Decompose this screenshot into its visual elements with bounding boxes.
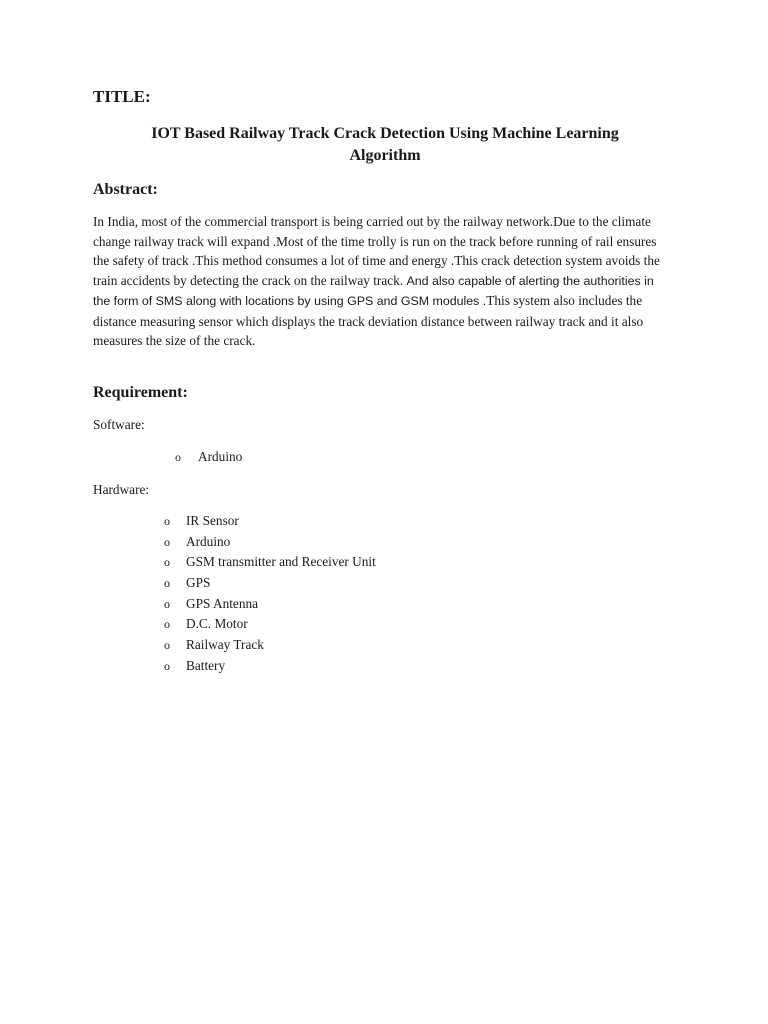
bullet-icon: o xyxy=(164,596,170,611)
hardware-item-label: Battery xyxy=(186,657,226,673)
hardware-item-label: GSM transmitter and Receiver Unit xyxy=(186,554,376,570)
hardware-item-label: Arduino xyxy=(186,533,231,549)
document-title-line-2: Algorithm xyxy=(349,147,421,164)
abstract-paragraph xyxy=(93,212,673,351)
bullet-icon: o xyxy=(164,576,170,591)
bullet-icon: o xyxy=(164,514,170,528)
document-title xyxy=(93,123,677,167)
hardware-item-label: GPS Antenna xyxy=(186,595,259,611)
hardware-label: Hardware: xyxy=(93,482,150,497)
bullet-icon: o xyxy=(164,534,170,549)
hardware-item-label: GPS xyxy=(186,575,211,591)
bullet-icon: o xyxy=(164,638,170,653)
hardware-item-label: D.C. Motor xyxy=(186,616,248,632)
hardware-item-label: Railway Track xyxy=(186,637,264,653)
abstract-heading: Abstract: xyxy=(93,181,158,198)
hardware-item-label: IR Sensor xyxy=(186,513,239,528)
bullet-icon: o xyxy=(164,658,170,673)
bullet-icon: o xyxy=(164,555,170,570)
abstract-text-1: In India, most of the commercial transport is being carried out by the railway network.Due to the climate change railway track will expand .Most of the time trolly is run on the track before running of rail ensures the safety of track .This method consumes a lot of time and energy .This crack detection system avoids the train accidents by detecting the crack on the railway track. xyxy=(93,214,660,288)
requirement-heading: Requirement: xyxy=(93,384,188,401)
bullet-icon: o xyxy=(175,450,181,464)
document-title-line-1: IOT Based Railway Track Crack Detection Using Machine Learning xyxy=(151,125,619,142)
software-label: Software: xyxy=(93,417,145,432)
software-item-label: Arduino xyxy=(198,449,243,464)
title-label: TITLE: xyxy=(93,87,151,106)
abstract-text-2: And also capable of alerting the authorities in the form of SMS along with locations by using GPS and GSM modules . xyxy=(93,273,654,308)
bullet-icon: o xyxy=(164,617,170,632)
abstract-text-3: This system also includes the distance measuring sensor which displays the track deviation distance between railway track and it also measures the size of the crack. xyxy=(93,293,644,348)
